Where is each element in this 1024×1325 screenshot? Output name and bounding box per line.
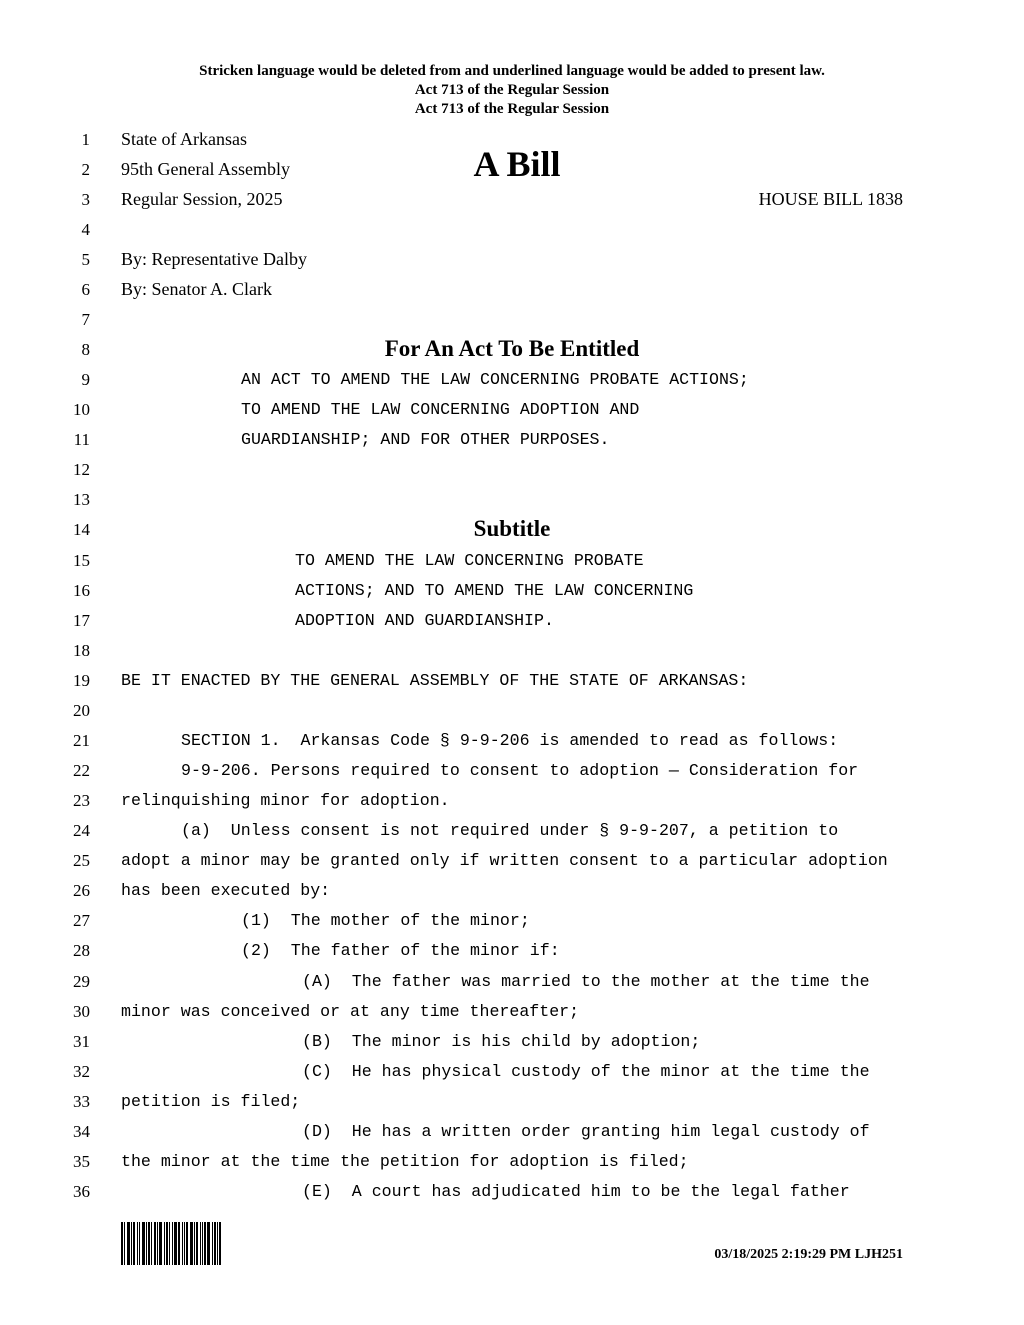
sponsor-representative: By: Representative Dalby [121,249,307,269]
line-number: 33 [73,1092,90,1111]
bill-number: HOUSE BILL 1838 [758,189,903,209]
subtitle-heading: Subtitle [473,516,551,541]
body-line: adopt a minor may be granted only if written consent to a particular adoption [121,851,888,870]
line-number: 7 [81,310,90,329]
subtitle-line: TO AMEND THE LAW CONCERNING PROBATE [295,551,644,570]
state-name: State of Arkansas [121,129,247,149]
body-line: (E) A court has adjudicated him to be the legal father [302,1182,850,1201]
line-number: 30 [73,1002,90,1021]
line-number: 36 [73,1182,90,1201]
entitled-line: AN ACT TO AMEND THE LAW CONCERNING PROBATE ACTIONS; [241,370,749,389]
line-number: 16 [73,581,90,600]
body-line: (C) He has physical custody of the minor at the time the [302,1062,870,1081]
line-number: 22 [73,761,90,780]
section-heading: SECTION 1. Arkansas Code § 9-9-206 is amended to read as follows: [181,731,839,750]
subtitle-line: ADOPTION AND GUARDIANSHIP. [295,611,554,630]
line-number: 27 [73,911,90,930]
body-line: the minor at the time the petition for adoption is filed; [121,1152,689,1171]
body-line: (A) The father was married to the mother at the time the [302,972,870,991]
line-number: 25 [73,851,90,870]
body-line: has been executed by: [121,881,331,900]
enacting-clause: BE IT ENACTED BY THE GENERAL ASSEMBLY OF THE STATE OF ARKANSAS: [121,671,749,690]
body-line: petition is filed; [121,1092,301,1111]
line-number: 6 [81,280,90,299]
body-line: 9-9-206. Persons required to consent to adoption — Consideration for [181,761,859,780]
line-number: 8 [81,340,90,359]
body-line: (2) The father of the minor if: [241,941,560,960]
line-number: 32 [73,1062,90,1081]
entitled-line: TO AMEND THE LAW CONCERNING ADOPTION AND [241,400,640,419]
act-line-2: Act 713 of the Regular Session [414,101,610,117]
amendment-note: Stricken language would be deleted from and underlined language would be added to present law. [199,63,825,79]
line-number: 28 [73,941,90,960]
subtitle-line: ACTIONS; AND TO AMEND THE LAW CONCERNING [295,581,694,600]
bill-title: A Bill [473,144,561,184]
line-number: 21 [73,731,90,750]
line-number: 29 [73,972,90,991]
body-line: (a) Unless consent is not required under § 9-9-207, a petition to [181,821,839,840]
line-number: 4 [81,220,90,239]
line-number: 35 [73,1152,90,1171]
entitled-heading: For An Act To Be Entitled [384,336,640,361]
body-line: (B) The minor is his child by adoption; [302,1032,701,1051]
line-number: 23 [73,791,90,810]
body-line: minor was conceived or at any time thereafter; [121,1002,580,1021]
line-number: 13 [73,490,90,509]
line-number: 10 [73,400,90,419]
line-number: 18 [73,641,90,660]
entitled-line: GUARDIANSHIP; AND FOR OTHER PURPOSES. [241,430,610,449]
body-line: (D) He has a written order granting him legal custody of [302,1122,870,1141]
session-name: Regular Session, 2025 [121,189,283,209]
line-number: 14 [73,520,90,539]
line-number: 20 [73,701,90,720]
line-number: 11 [73,430,90,449]
barcode-icon [121,1222,249,1265]
line-number: 15 [73,551,90,570]
timestamp-stamp: 03/18/2025 2:19:29 PM LJH251 [714,1247,903,1262]
line-number: 12 [73,460,90,479]
line-number: 1 [81,130,90,149]
line-number: 19 [73,671,90,690]
body-line: relinquishing minor for adoption. [121,791,450,810]
line-number: 9 [81,370,90,389]
line-number: 31 [73,1032,90,1051]
line-number: 26 [73,881,90,900]
line-number: 3 [81,190,90,209]
general-assembly: 95th General Assembly [121,159,290,179]
line-number: 24 [73,821,90,840]
line-number: 34 [73,1122,90,1141]
sponsor-senator: By: Senator A. Clark [121,279,272,299]
line-number: 17 [73,611,90,630]
act-line-1: Act 713 of the Regular Session [414,82,610,98]
line-number: 5 [81,250,90,269]
body-line: (1) The mother of the minor; [241,911,530,930]
line-number: 2 [81,160,90,179]
